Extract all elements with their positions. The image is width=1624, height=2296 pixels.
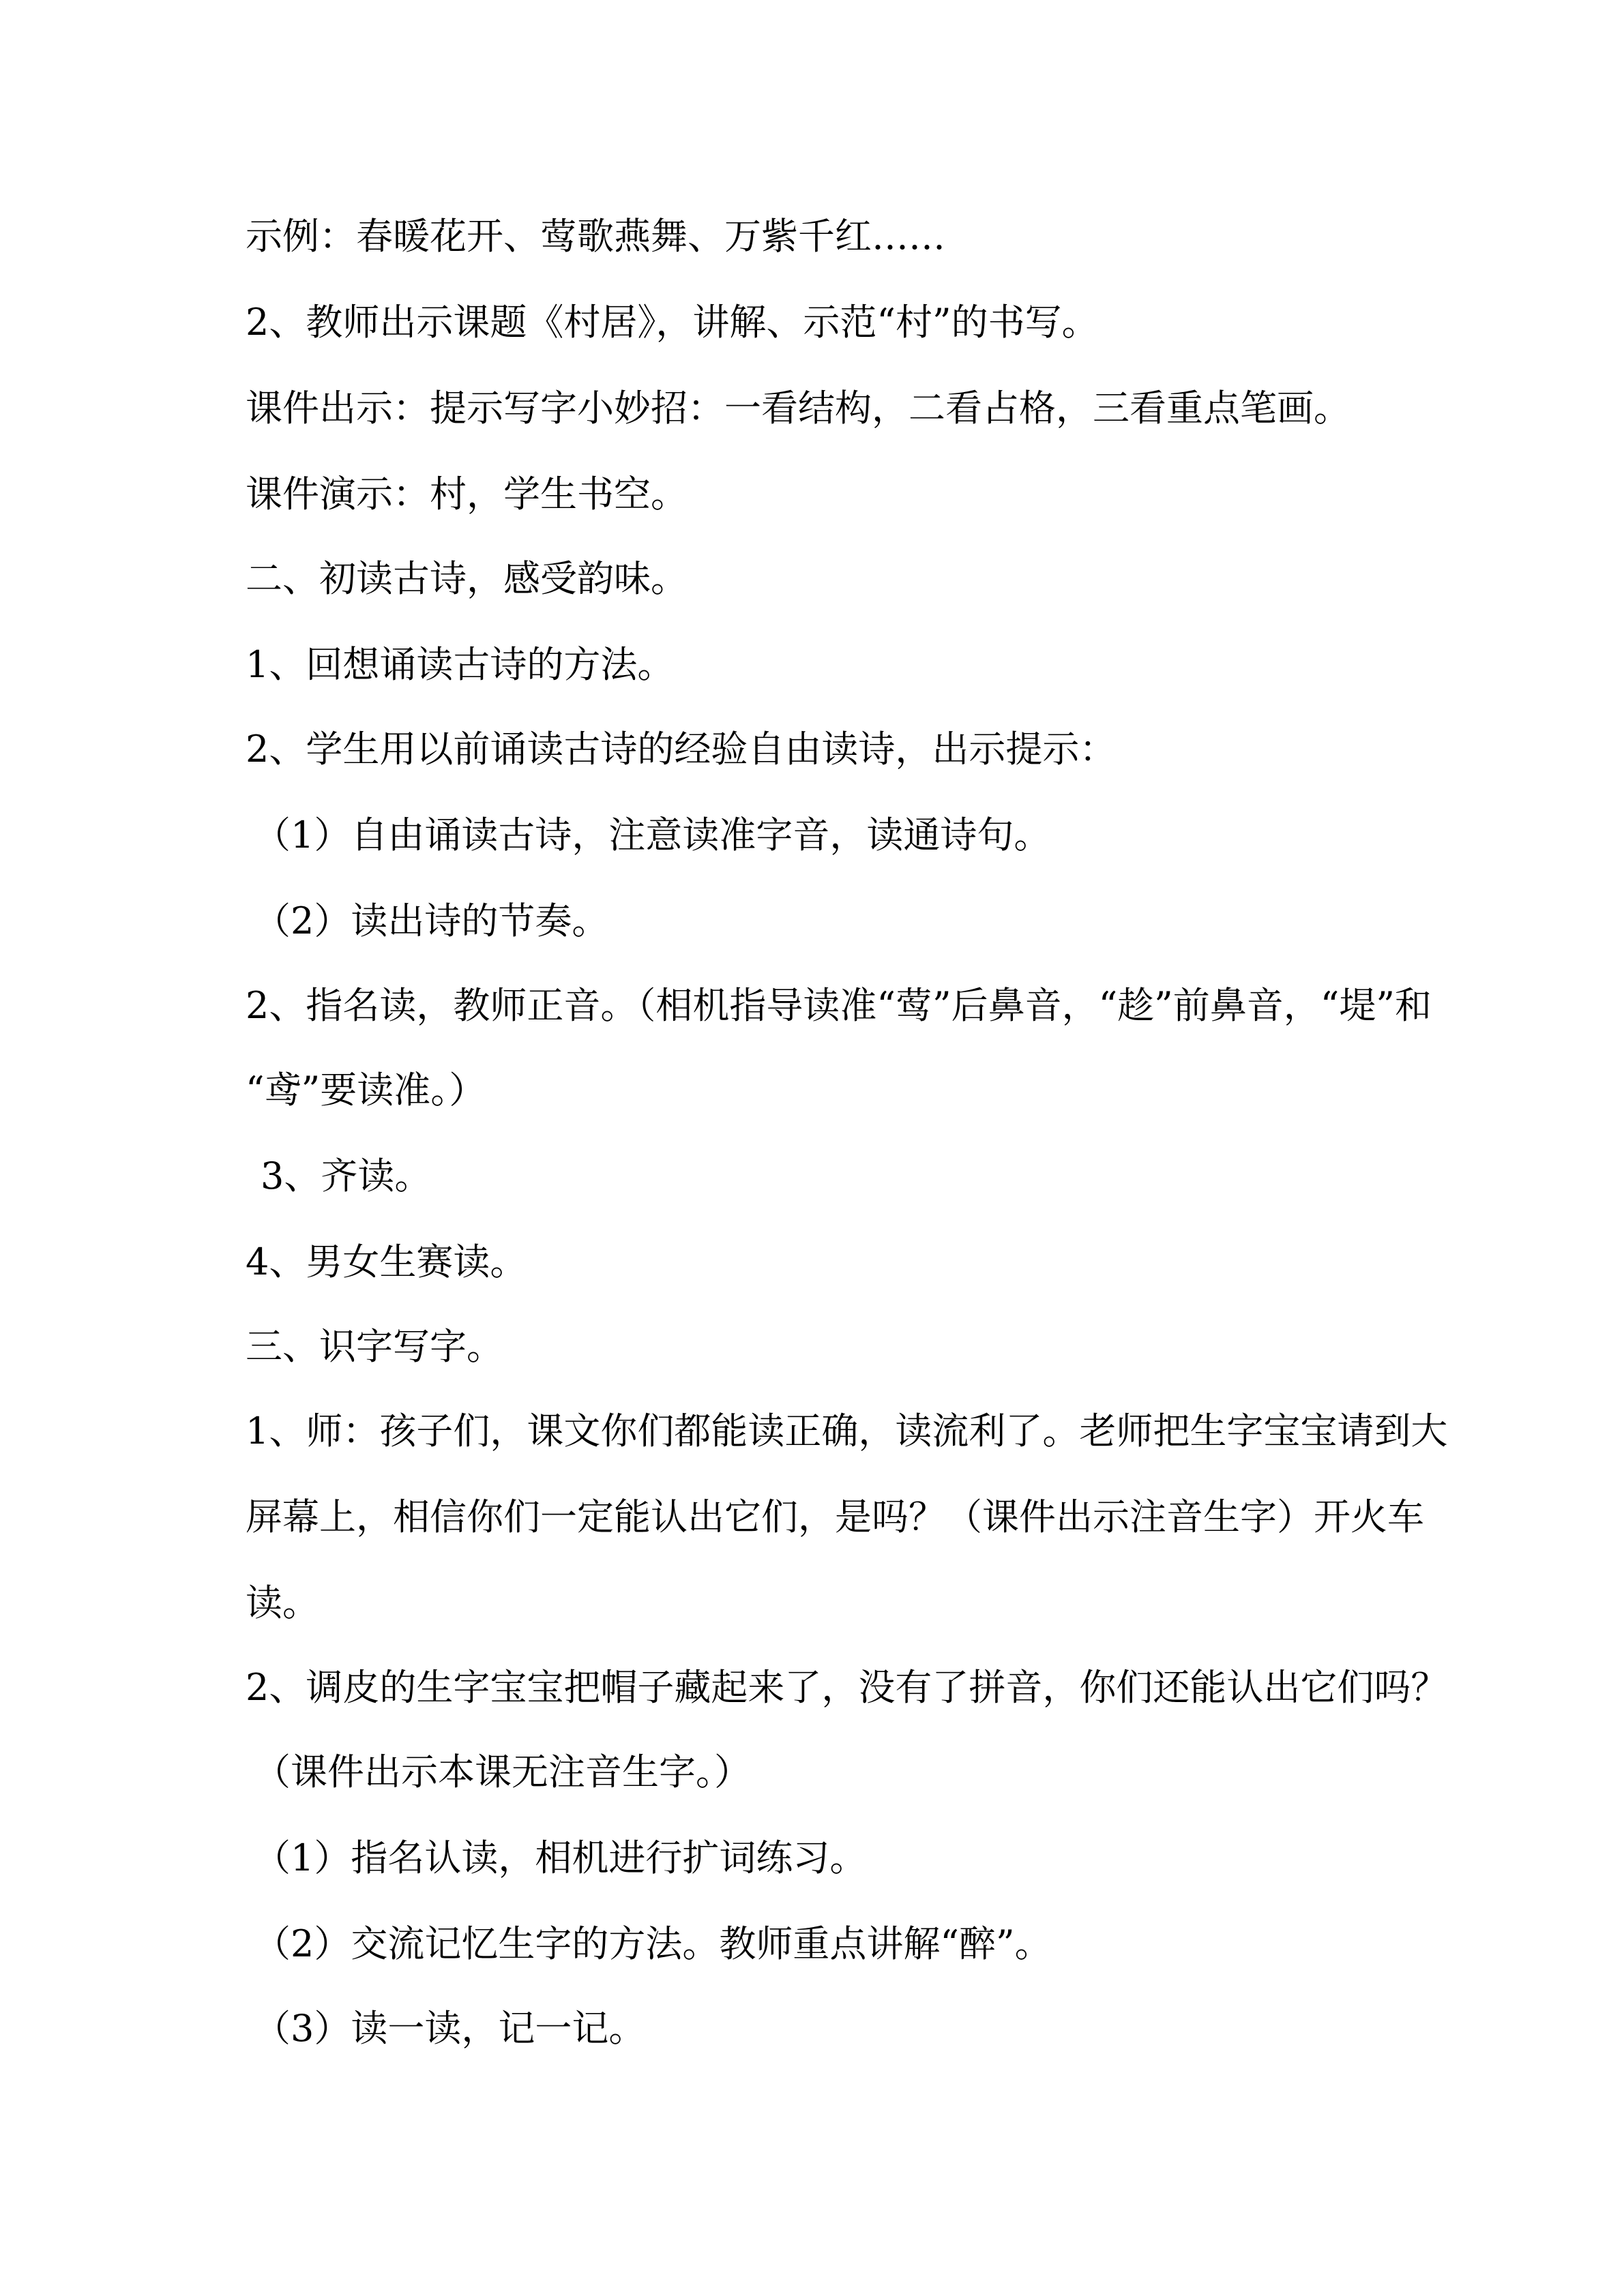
text-line-17: 读。 (246, 1581, 319, 1624)
section-heading-2: 二、初读古诗，感受韵味。 (246, 557, 688, 600)
text-line-9: （2）读出诗的节奏。 (254, 899, 609, 942)
text-line-15: 1、师：孩子们，课文你们都能读正确，读流利了。老师把生字宝宝请到大 (246, 1410, 1448, 1452)
text-line-8: （1）自由诵读古诗，注意读准字音，读通诗句。 (254, 814, 1051, 856)
text-line-20: （1）指名认读，相机进行扩词练习。 (254, 1836, 867, 1879)
text-line-7: 2、学生用以前诵读古诗的经验自由读诗，出示提示： (246, 728, 1117, 771)
text-line-3: 课件出示：提示写字小妙招：一看结构，二看占格，三看重点笔画。 (246, 387, 1350, 430)
text-line-1: 示例：春暖花开、莺歌燕舞、万紫千红…… (246, 215, 945, 258)
section-heading-3: 三、识字写字。 (246, 1325, 503, 1368)
text-line-21: （2）交流记忆生字的方法。教师重点讲解“醉”。 (254, 1922, 1052, 1965)
text-line-13: 4、男女生赛读。 (246, 1240, 527, 1283)
text-line-22: （3）读一读，记一记。 (254, 2007, 646, 2050)
text-line-11: “鸢”要读准。） (246, 1069, 486, 1112)
text-line-2: 2、教师出示课题《村居》，讲解、示范“村”的书写。 (246, 301, 1099, 344)
text-line-18: 2、调皮的生字宝宝把帽子藏起来了，没有了拼音，你们还能认出它们吗？ (246, 1666, 1448, 1709)
text-line-19: （课件出示本课无注音生字。） (254, 1750, 751, 1793)
text-line-4: 课件演示：村，学生书空。 (246, 473, 688, 516)
text-line-6: 1、回想诵读古诗的方法。 (246, 643, 675, 686)
text-line-16: 屏幕上，相信你们一定能认出它们，是吗？（课件出示注音生字）开火车 (246, 1495, 1424, 1538)
text-line-12: 3、齐读。 (261, 1154, 432, 1197)
text-line-10: 2、指名读，教师正音。（相机指导读准“莺”后鼻音，“趁”前鼻音，“堤”和 (246, 984, 1432, 1027)
